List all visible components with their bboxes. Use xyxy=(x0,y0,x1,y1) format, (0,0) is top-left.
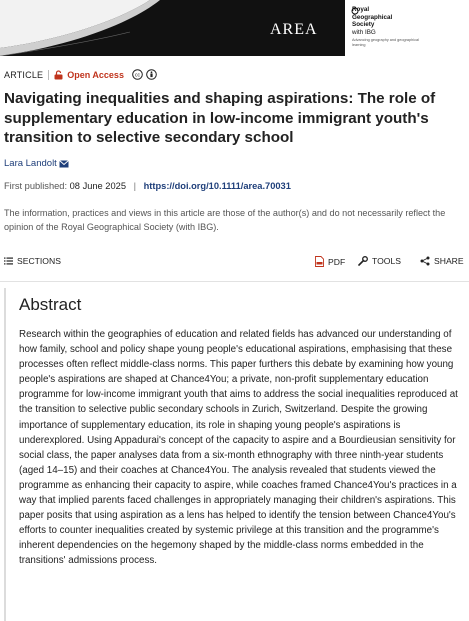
share-label: SHARE xyxy=(434,256,464,266)
rgs-name-line: Geographical xyxy=(352,13,393,21)
doi-link[interactable]: https://doi.org/10.1111/area.70031 xyxy=(143,181,291,191)
article-meta-row xyxy=(4,69,160,80)
article-type-label: ARTICLE xyxy=(4,69,44,80)
list-icon xyxy=(4,257,13,265)
journal-banner[interactable] xyxy=(0,0,469,56)
share-icon xyxy=(420,256,430,266)
rgs-name-line: with IBG xyxy=(352,28,376,36)
author-link[interactable]: Lara Landolt xyxy=(4,158,57,169)
pub-divider: | xyxy=(133,181,137,191)
open-lock-icon xyxy=(54,70,63,80)
svg-text:cc: cc xyxy=(134,72,140,79)
rgs-name-line: Society xyxy=(352,21,375,29)
abstract-heading: Abstract xyxy=(19,295,82,314)
pdf-icon xyxy=(315,256,324,267)
rgs-name-line: Royal xyxy=(352,6,370,13)
author-line xyxy=(4,158,69,169)
toolbar-divider xyxy=(0,281,469,282)
sections-label: SECTIONS xyxy=(17,256,61,266)
rgs-tagline: Advancing geography and geographical learning xyxy=(352,38,419,47)
disclaimer-text: The information, practices and views in this article are those of the author(s) and do not necessarily reflect the opinion of the Royal Geographical Society (with IBG). xyxy=(4,208,446,232)
share-button[interactable] xyxy=(420,256,464,266)
pdf-label: PDF xyxy=(328,256,346,267)
meta-divider xyxy=(48,70,49,80)
journal-name: AREA xyxy=(270,21,318,38)
article-toolbar xyxy=(0,248,469,276)
mail-icon[interactable] xyxy=(59,160,69,168)
sections-button[interactable] xyxy=(4,256,61,266)
abstract-text: Research within the geographies of education and related fields has advanced our understanding of how family, school and policy shape young people's educational aspirations, emphasising that these processes often reflect middle-class norms. This paper furthers this debate by examining how young people's aspirations are shaped at Chance4You; a private, non-profit supplementary education programme for low-income immigrant youth that aims to address the social inequalities reproduced at the transition to selective public secondary schools in Zurich, Switzerland. Despite the growing importance of supplementary education, its role in shaping young people's aspirations is underexplored. Using Appadurai's concept of the capacity to aspire and a Bourdieusian sensitivity for social class, the paper analyses data from a six-month ethnography with three ninth-year students (aged 14–15) and their coaches at Chance4You. The analysis revealed that students viewed the programme as enhancing their capacity to aspire, while coaches framed Chance4You's practices in a way that implied parents faced challenges in appropriately managing their children's aspirations. This paper posits that using aspiration as a lens has helped to identify the tension between Chance4You's efforts to counter inequalities created by systemic privilege at this transition and the programme's inherent dependencies on the hegemony shaped by the middle-class norms embedded in the transitions' admissions process. xyxy=(19,329,458,567)
publication-date: 08 June 2025 xyxy=(69,181,126,191)
abstract-section xyxy=(4,288,466,621)
attribution-icon[interactable] xyxy=(146,69,157,80)
creative-commons-icon[interactable] xyxy=(132,69,143,80)
first-published-label: First published: xyxy=(4,181,68,191)
tools-label: TOOLS xyxy=(372,256,401,266)
wrench-icon xyxy=(358,256,368,266)
open-access-badge[interactable]: Open Access xyxy=(67,69,124,80)
article-title: Navigating inequalities and shaping aspirations: The role of supplementary education in low-income immigrant youth's transition to selective secondary school xyxy=(4,90,436,146)
pdf-button[interactable] xyxy=(315,256,345,267)
tools-button[interactable] xyxy=(358,256,401,266)
publication-info xyxy=(4,181,291,191)
rgs-name xyxy=(352,6,422,36)
